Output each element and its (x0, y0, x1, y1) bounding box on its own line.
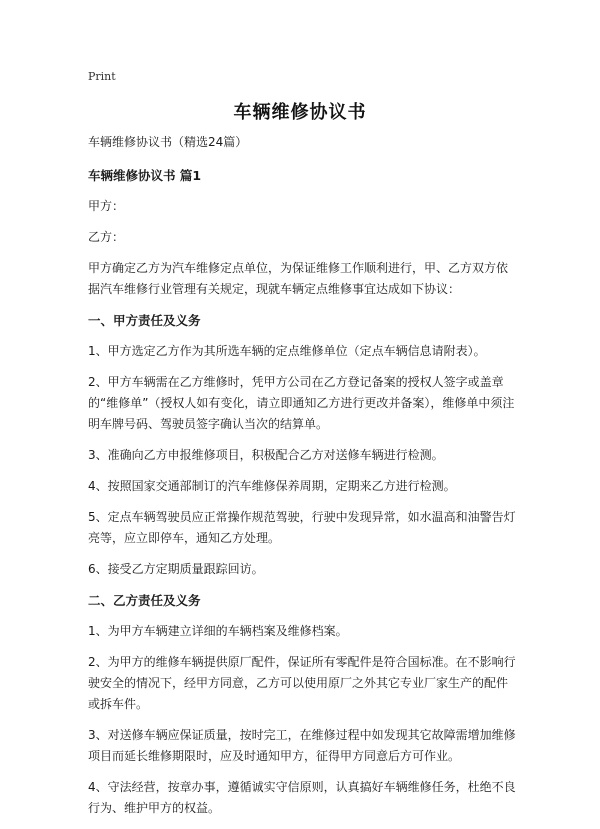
clause-paragraph: 3、对送修车辆应保证质量，按时完工，在维修过程中如发现其它故障需增加维修项目而延长维修期限时，应及时通知甲方，征得甲方同意后方可作业。 (88, 728, 516, 763)
clause-paragraph: 1、为甲方车辆建立详细的车辆档案及维修档案。 (88, 624, 348, 638)
article-heading: 车辆维修协议书 篇1 (88, 168, 202, 183)
intro-paragraph: 甲方确定乙方为汽车维修定点单位，为保证维修工作顺利进行，甲、乙方双方依据汽车维修行业管理有关规定，现就车辆定点维修事宜达成如下协议： (88, 261, 509, 296)
clause-paragraph: 2、为甲方的维修车辆提供原厂配件，保证所有零配件是符合国标准。在不影响行驶安全的情况下，经甲方同意，乙方可以使用原厂之外其它专业厂家生产的配件或拆车件。 (88, 655, 516, 711)
party-b-line: 乙方： (88, 230, 125, 244)
clause-paragraph: 6、接受乙方定期质量跟踪回访。 (88, 562, 264, 576)
document-subtitle: 车辆维修协议书（精选24篇） (88, 135, 248, 149)
party-a-line: 甲方： (88, 199, 125, 213)
section-heading-2: 二、乙方责任及义务 (88, 593, 201, 608)
print-label[interactable]: Print (88, 70, 116, 83)
clause-paragraph: 4、按照国家交通部制订的汽车维修保养周期，定期来乙方进行检测。 (88, 479, 456, 493)
clause-paragraph: 2、甲方车辆需在乙方维修时，凭甲方公司在乙方登记备案的授权人签字或盖章的“维修单”（授权人如有变化，请立即通知乙方进行更改并备案），维修单中须注明车牌号码、驾驶员签字确认当次的结算单。 (88, 375, 515, 431)
clause-paragraph: 3、准确向乙方申报维修项目，积极配合乙方对送修车辆进行检测。 (88, 448, 444, 462)
page-title: 车辆维修协议书 (233, 102, 367, 123)
clause-paragraph: 4、守法经营，按章办事，遵循诚实守信原则，认真搞好车辆维修任务，杜绝不良行为、维护甲方的权益。 (88, 780, 516, 815)
clause-paragraph: 5、定点车辆驾驶员应正常操作规范驾驶，行驶中发现异常，如水温高和油警告灯亮等，应立即停车，通知乙方处理。 (88, 510, 516, 545)
document-body (88, 132, 518, 829)
clause-paragraph: 1、甲方选定乙方作为其所选车辆的定点维修单位（定点车辆信息请附表）。 (88, 344, 486, 358)
section-heading-1: 一、甲方责任及义务 (88, 313, 201, 328)
